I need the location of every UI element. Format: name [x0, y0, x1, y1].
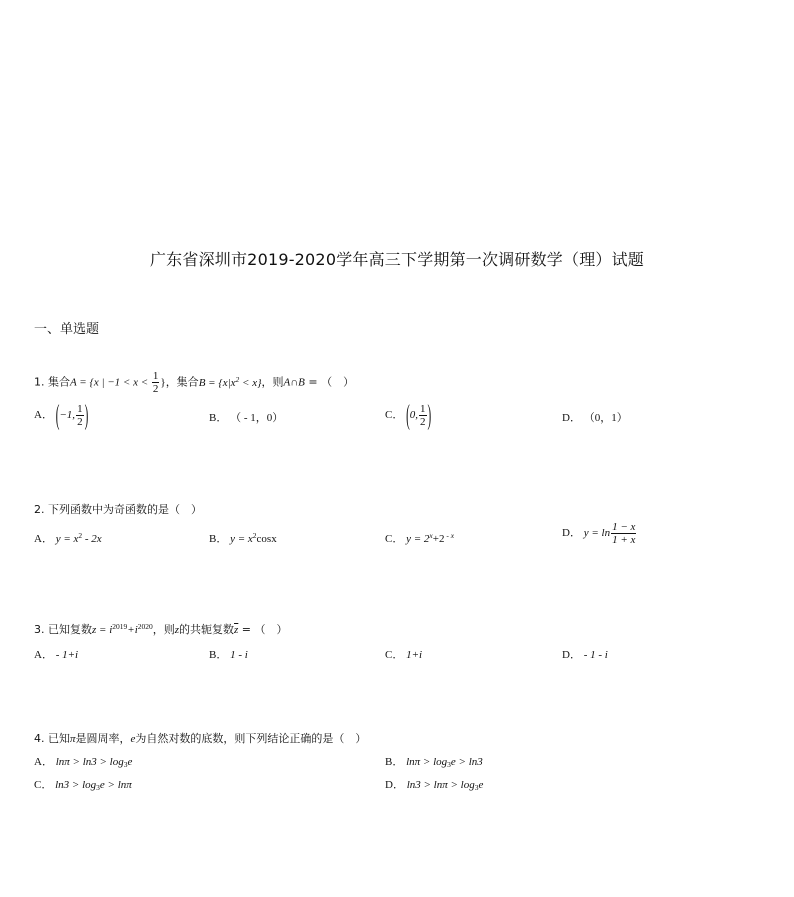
question-3-stem [34, 621, 288, 637]
fraction-denominator: 2 [77, 416, 83, 428]
stem-text: 的共轭复数 [179, 623, 235, 636]
exponent: 2 [252, 531, 257, 540]
set-b-part: < x} [239, 376, 262, 389]
option-label: D． [385, 779, 404, 791]
exponent: x [429, 531, 433, 540]
question-1-option-c[interactable] [385, 399, 432, 432]
option-value: 0, [409, 409, 419, 422]
log-base: 3 [474, 783, 479, 792]
fraction-one-half [419, 403, 427, 428]
set-close-brace: } [160, 376, 166, 389]
question-3-option-b[interactable] [209, 646, 248, 662]
stem-text: = （ ） [304, 375, 355, 389]
section-heading: 一、单选题 [34, 322, 100, 337]
option-value: 1+i [406, 649, 423, 661]
fraction-log-argument [611, 521, 636, 546]
log-base: 3 [447, 760, 451, 769]
stem-text: 集合 [48, 375, 70, 389]
question-4-option-c[interactable] [34, 776, 132, 792]
option-label: D． [562, 412, 581, 424]
option-value: lnπ > log [406, 756, 448, 768]
fraction-numerator: 1 − x [612, 521, 636, 533]
option-label: C． [385, 533, 404, 545]
right-paren: ) [84, 399, 89, 432]
option-value: e [127, 756, 133, 768]
stem-text: 4. 已知 [34, 732, 70, 745]
question-number: 1. [34, 375, 45, 389]
exponent: 2020 [137, 622, 153, 631]
question-4-option-a[interactable] [34, 753, 132, 769]
option-value: ln3 > lnπ > log [406, 779, 475, 791]
option-label: A． [34, 409, 53, 422]
stem-text: = （ ） [238, 623, 288, 636]
question-4-stem [34, 730, 366, 746]
option-label: C． [385, 649, 404, 661]
variable-pi: π [70, 733, 76, 745]
set-b-part: B = {x|x [198, 376, 236, 389]
conjugate-z: $\overline{z}$ [234, 624, 239, 636]
option-value: y = x [55, 533, 79, 545]
option-value: ln3 > log [55, 779, 97, 791]
set-b-expression [198, 374, 262, 389]
fraction-numerator: 1 [77, 403, 83, 415]
question-2-stem: 2. 下列函数中为奇函数的是（ ） [34, 503, 202, 516]
question-3-option-c[interactable] [385, 646, 422, 662]
fraction-denominator: 2 [152, 383, 159, 395]
option-label: A． [34, 649, 53, 661]
stem-text: 为自然对数的底数，则下列结论正确的是（ ） [135, 732, 367, 745]
option-value: e [478, 779, 484, 791]
intersection-expression: A∩B [283, 376, 305, 389]
stem-text: ，则 [261, 375, 284, 389]
option-label: D． [562, 527, 581, 540]
option-label: A． [34, 756, 53, 768]
stem-text: ，则 [152, 623, 175, 636]
fraction-one-half [152, 370, 160, 395]
set-a-expression: A = {x | −1 < x < [70, 376, 151, 389]
option-value: +2 [432, 533, 445, 545]
exponent: - x [444, 531, 455, 540]
stem-text: ，集合 [165, 375, 199, 389]
question-2-option-a[interactable] [34, 530, 102, 546]
option-value: y = ln [583, 527, 611, 540]
question-2-option-c[interactable] [385, 530, 454, 546]
question-1-stem [34, 370, 354, 395]
option-value: - 1 - i [583, 649, 608, 661]
question-1-option-d[interactable] [562, 409, 628, 425]
question-2-option-d[interactable] [562, 521, 637, 546]
left-paren: ( [55, 399, 60, 432]
option-value: y = x [230, 533, 253, 545]
left-paren: ( [406, 399, 410, 432]
option-value: e > lnπ [99, 779, 132, 791]
option-value: - 2x [82, 533, 102, 545]
option-value: （ - 1，0） [230, 412, 284, 424]
option-label: C． [34, 779, 53, 791]
exponent: 2019 [112, 622, 128, 631]
variable-e: e [130, 733, 136, 745]
exponent: 2 [235, 374, 240, 384]
option-label: C． [385, 409, 404, 422]
question-3-option-a[interactable] [34, 646, 78, 662]
fraction-numerator: 1 [420, 403, 426, 415]
exponent: 2 [78, 531, 83, 540]
question-4-option-d[interactable] [385, 776, 483, 792]
complex-expression: z = i [92, 624, 113, 636]
question-2-option-b[interactable] [209, 530, 277, 546]
fraction-one-half [76, 403, 84, 428]
option-value: lnπ > ln3 > log [55, 756, 124, 768]
stem-text: 是圆周率， [75, 732, 131, 745]
log-base: 3 [123, 760, 128, 769]
variable-z: z [174, 624, 180, 636]
option-label: A． [34, 533, 53, 545]
question-1-option-b[interactable] [209, 409, 283, 425]
option-value: - 1+i [55, 649, 79, 661]
option-label: B． [209, 533, 228, 545]
complex-expression: +i [127, 624, 138, 636]
option-value: e > ln3 [450, 756, 483, 768]
question-3-option-d[interactable] [562, 646, 608, 662]
fraction-numerator: 1 [152, 370, 159, 382]
log-base: 3 [96, 783, 100, 792]
option-label: D． [562, 649, 581, 661]
right-paren: ) [427, 399, 432, 432]
fraction-denominator: 1 + x [612, 534, 636, 546]
option-value: y = 2 [406, 533, 430, 545]
option-label: B． [385, 756, 404, 768]
stem-text: 3. 已知复数 [34, 623, 92, 636]
option-value: （0，1） [583, 412, 628, 424]
fraction-denominator: 2 [420, 416, 426, 428]
option-label: B． [209, 649, 228, 661]
question-1-option-a[interactable] [34, 399, 89, 432]
question-4-option-b[interactable] [385, 753, 483, 769]
option-value: 1 - i [230, 649, 248, 661]
page-title: 广东省深圳市2019-2020学年高三下学期第一次调研数学（理）试题 [149, 250, 644, 269]
option-value: −1, [59, 409, 76, 422]
option-label: B． [209, 412, 228, 424]
option-value: cosx [256, 533, 277, 545]
